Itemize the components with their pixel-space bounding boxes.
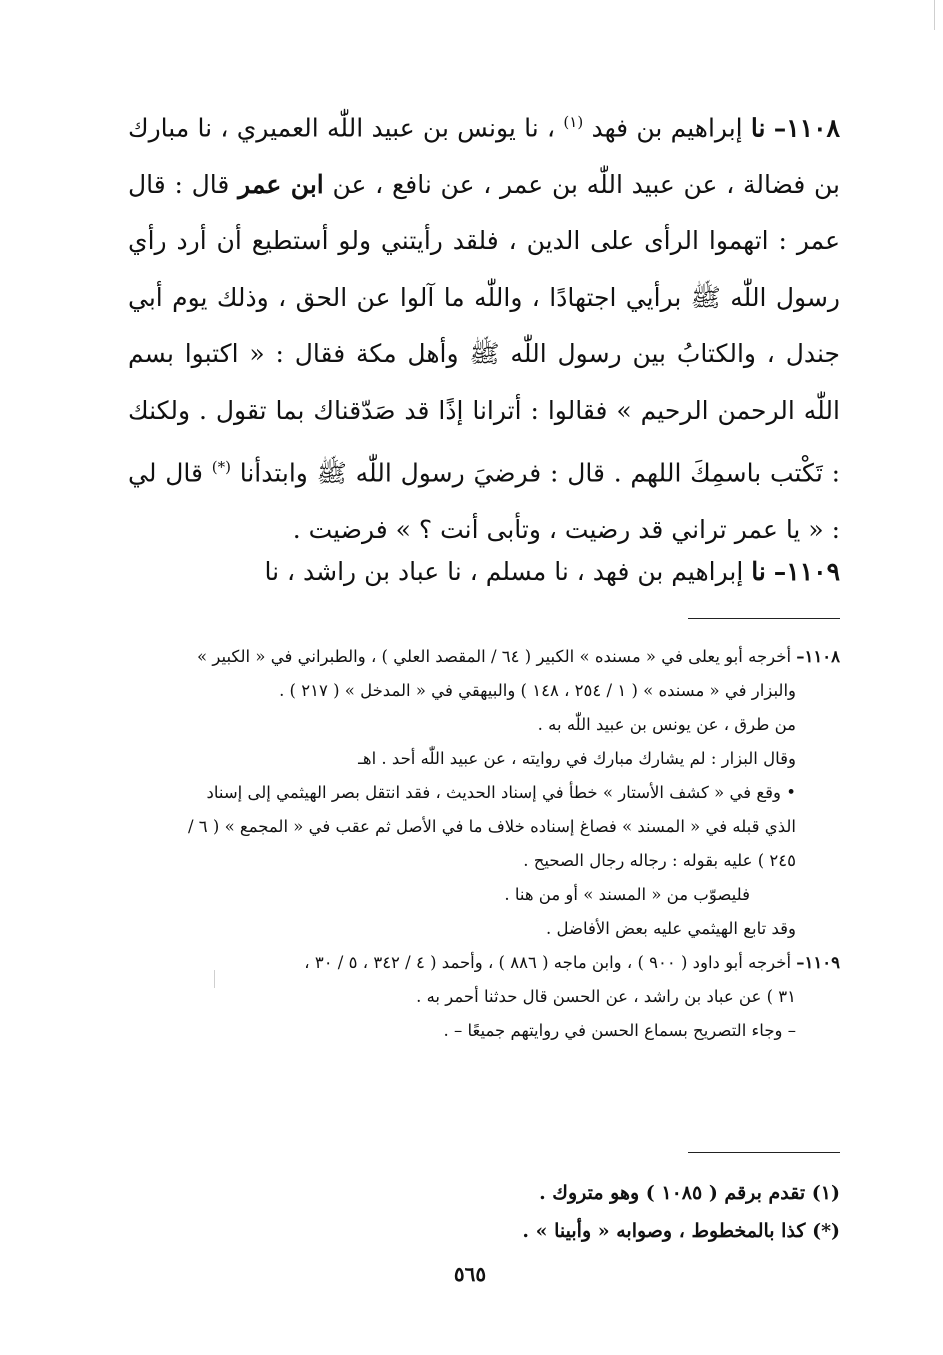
notes-divider — [688, 1152, 840, 1153]
hadith-text: إبراهيم بن فهد — [591, 113, 743, 143]
scan-mark — [214, 970, 215, 988]
scan-mark — [934, 0, 935, 30]
hadith-text: قال لي : « يا عمر تراني قد رضيت ، وتأبى أنت ؟ » فرضيت . — [128, 458, 840, 545]
note-1: (١) تقدم برقم ( ١٠٨٥ ) وهو متروك . — [539, 1182, 840, 1204]
transmission-word: نا — [750, 113, 766, 143]
footnote-line: فليصوّب من « المسند » أو من هنا . — [504, 885, 750, 904]
footnote-number: ١١٠٩– — [796, 953, 840, 972]
footnote-line: – وجاء التصريح بسماع الحسن في روايتهم جميعًا – . — [443, 1021, 796, 1040]
footnote-ref: (*) — [211, 458, 231, 477]
footnote-line: ٣١ ) عن عباد بن راشد ، عن الحسن قال حدثنا أحمر به . — [416, 987, 796, 1006]
hadith-text: ، نا يونس بن عبيد اللّٰه العميري ، نا مبارك بن فضالة ، عن عبيد اللّٰه بن عمر ، عن نافع ، عن — [128, 113, 841, 199]
transmission-word: نا — [751, 557, 766, 586]
hadith-number: ١١٠٨– — [773, 113, 840, 143]
footnote-line: • وقع في « كشف الأستار » خطأ في إسناد الحديث ، فقد انتقل بصر الهيثمي إلى إسناد — [206, 783, 796, 802]
footnote-line: من طرق ، عن يونس بن عبيد اللّٰه به . — [537, 715, 796, 734]
hadith-number: ١١٠٩– — [773, 557, 840, 586]
narrator-name: ابن عمر — [238, 169, 324, 199]
footnote-line: وقد تابع الهيثمي عليه بعض الأفاضل . — [545, 919, 796, 938]
page-number: ٥٦٥ — [453, 1262, 487, 1286]
hadith-1108-body — [128, 94, 840, 559]
editor-notes — [200, 1174, 840, 1250]
footnote-number: ١١٠٨– — [796, 647, 840, 666]
footnote-line: ٢٤٥ ) عليه بقوله : رجاله رجال الصحيح . — [523, 851, 796, 870]
hadith-text: قال : قال عمر : اتهموا الرأى على الدين ، فلقد رأيتني ولو أستطيع أن أرد رأي رسول اللّٰه ﷺ برأيي اجتهادًا ، واللّٰه ما آلوا عن الحق ، وذلك يوم أبي جندل ، والكتابُ بين رسول اللّٰه ﷺ وأهل مكة فقال : « اكتبوا بسم اللّٰه الرحمن الرحيم » فقالوا : أترانا إذًا قد صَدّقناك بما تقول . ولكنك : تَكْتب باسمِكَ اللهم . قال : فرضيَ رسول اللّٰه ﷺ وابتدأنا — [128, 169, 840, 488]
footnote-line: وقال البزار : لم يشارك مبارك في روايته ، عن عبيد اللّٰه أحد . اهـ — [358, 749, 796, 768]
footnote-line: والبزار في « مسنده » ( ١ / ٢٥٤ ، ١٤٨ ) والبيهقي في « المدخل » ( ٢١٧ ) . — [279, 681, 796, 700]
note-asterisk: (*) كذا بالمخطوط ، وصوابه « وأبينا » . — [522, 1220, 840, 1242]
footnote-divider — [688, 618, 840, 619]
footnote-ref: (١) — [563, 113, 584, 131]
footnote-line: أخرجه أبو يعلى في « مسنده » الكبير ( ٦٤ / المقصد العلي ) ، والطبراني في « الكبير » — [197, 647, 792, 666]
footnotes-section — [120, 640, 840, 1048]
hadith-1109-body — [128, 544, 840, 600]
footnote-line: الذي قبله في « المسند » فصاغ إسناده خلاف ما في الأصل ثم عقب في « المجمع » ( ٦ / — [187, 817, 796, 836]
hadith-text: إبراهيم بن فهد ، نا مسلم ، نا عباد بن راشد ، نا — [264, 557, 744, 586]
footnote-line: أخرجه أبو داود ( ٩٠٠ ) ، وابن ماجه ( ٨٨٦ ) ، وأحمد ( ٤ / ٣٤٢ ، ٥ / ٣٠ ، — [304, 953, 792, 972]
